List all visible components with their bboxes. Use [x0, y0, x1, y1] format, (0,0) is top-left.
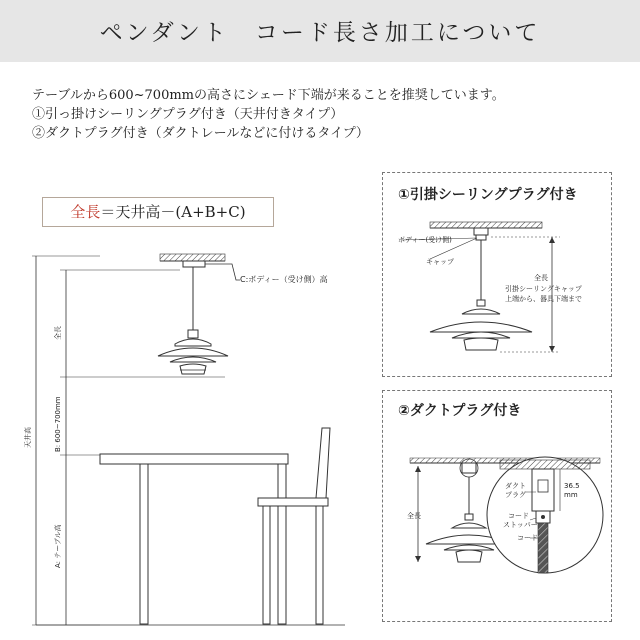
panel1-ceiling	[430, 222, 542, 228]
main-label-b: B: 600~700mm	[54, 396, 62, 452]
panel2-braided-cord	[538, 523, 548, 573]
main-lamp	[158, 330, 228, 374]
main-label-tenjo: 天井高	[24, 427, 32, 448]
panel1-lamp	[430, 300, 532, 350]
panel2-label-stopper2: ストッパー	[503, 521, 538, 529]
panel2-label-duct2: プラグ	[505, 491, 526, 499]
panel1-label-zencho: 全長	[534, 274, 548, 282]
main-label-a: A: テーブル高	[54, 524, 62, 568]
intro-line-1: テーブルから600~700mmの高さにシェード下端が来ることを推奨しています。	[32, 88, 505, 103]
intro-line-3: ②ダクトプラグ付き（ダクトレールなどに付けるタイプ）	[32, 126, 369, 141]
main-ceiling	[160, 254, 225, 261]
panel2-label-dim2: mm	[564, 491, 578, 499]
panel1-label-cap: キャップ	[426, 258, 454, 266]
page-title: ペンダント コード長さ加工について	[99, 20, 541, 46]
main-table	[100, 454, 288, 624]
panel2-label-stopper1: コード	[508, 512, 529, 520]
panel2-label-duct1: ダクト	[505, 482, 526, 490]
formula-rest: ＝天井高－(A+B+C)	[100, 203, 246, 221]
panel2-title: ②ダクトプラグ付き	[398, 403, 522, 419]
intro-line-2: ①引っ掛けシーリングプラグ付き（天井付きタイプ）	[32, 107, 344, 122]
main-diagram	[23, 254, 345, 625]
panel1-label-desc2: 上端から、器具下端まで	[505, 295, 582, 303]
panel2-label-zencho: 全長	[407, 512, 421, 520]
main-label-zencho: 全長	[54, 326, 62, 340]
panel1-title: ①引掛シーリングプラグ付き	[398, 187, 578, 203]
main-ceiling-body	[183, 261, 205, 267]
panel1-label-desc1: 引掛シーリングキャップ	[505, 285, 582, 293]
panel2-label-dim1: 36.5	[564, 482, 580, 490]
panel1-label-body: ボディー(受け側)	[398, 236, 452, 244]
formula-label: 全長	[70, 203, 101, 221]
panel1-diagram	[398, 222, 582, 352]
main-label-c: C:ボディー（受け側）高	[240, 275, 328, 284]
panel2-label-cord: コード	[517, 534, 538, 542]
panel2-diagram	[407, 457, 603, 573]
